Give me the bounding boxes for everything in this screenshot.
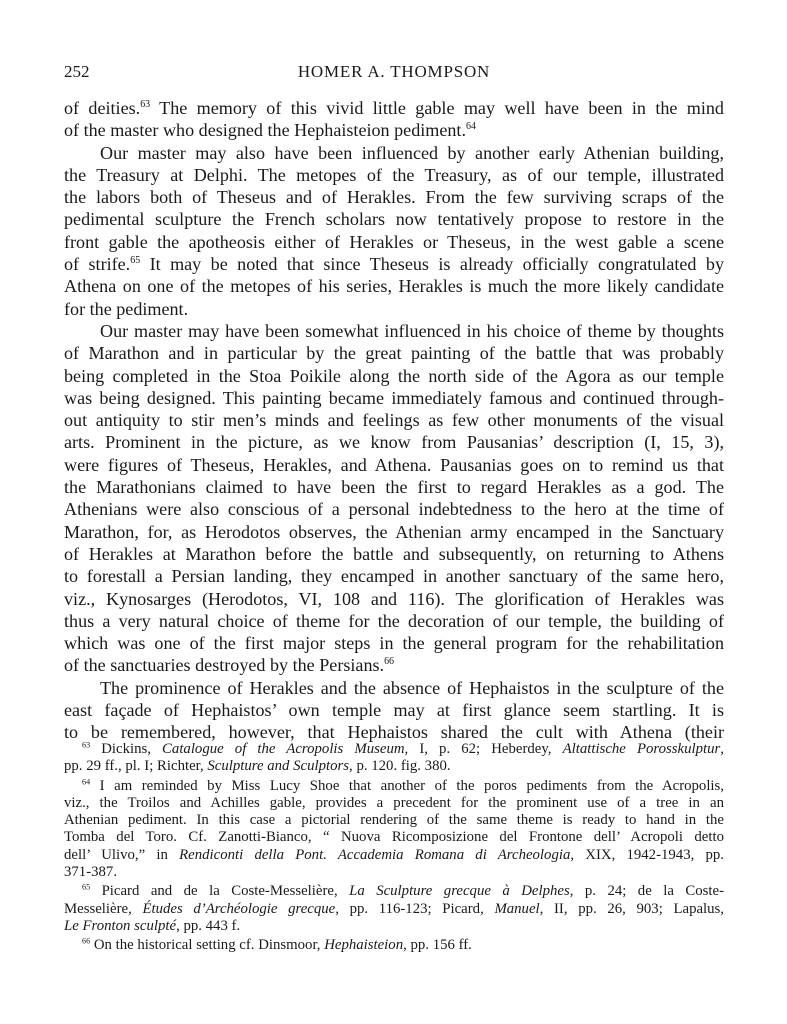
text-line: the Treasury at Delphi. The metopes of the Treasury, as of our temple, illustrated <box>64 164 724 185</box>
text-line: viz., Kynosarges (Herodotos, VI, 108 and 116). The glorification of Herakles was <box>64 588 724 609</box>
text-line: the Marathonians claimed to have been the first to regard Herakles as a god. The <box>64 477 724 498</box>
text-line: of the master who designed the Hephaisteion pediment.$^{64}$ <box>64 120 476 141</box>
footnote-number: 65 <box>82 882 91 892</box>
text-line: east façade of Hephaistos’ own temple may at first glance seem startling. It is <box>64 700 724 721</box>
text-line: The prominence of Herakles and the absence of Hephaistos in the sculpture of the <box>100 677 724 698</box>
footnotes <box>64 741 724 957</box>
footnote-line: $^{64}$ I am reminded by Miss Lucy Shoe that another of the poros pediments from the Acropolis, <box>82 776 724 794</box>
text-line: of Herakles at Marathon before the battle and subsequently, on returning to Athens <box>64 543 724 564</box>
text-line: of deities.$^{63}$ The memory of this vivid little gable may well have been in the mind <box>64 98 724 118</box>
footnote-65 <box>64 883 724 935</box>
footnote-line: pp. 29 ff., pl. I; Richter, Sculpture and Sculptors, p. 120. fig. 380. <box>64 758 451 775</box>
footnote-line: $^{65}$ Picard and de la Coste-Messelière, La Sculpture grecque à Delphes, p. 24; de la Coste- <box>82 882 725 900</box>
text-line: of strife.$^{65}$ It may be noted that since Theseus is already officially congratulated by <box>64 254 725 275</box>
text-line: front gable the apotheosis either of Herakles or Theseus, in the west gable a scene <box>64 231 724 252</box>
text-line: the labors both of Theseus and of Herakles. From the few surviving scraps of the <box>64 187 724 208</box>
footnote-number: 64 <box>82 776 91 786</box>
text-line: of Marathon and in particular by the great painting of the battle that was probably <box>64 343 724 364</box>
footnote-ref-64: 64 <box>465 121 476 133</box>
text-line: which was one of the first major steps in the general program for the rehabilitation <box>64 633 724 654</box>
text-line: Our master may also have been influenced by another early Athenian building, <box>100 142 724 163</box>
text-line: Athena on one of the metopes of his series, Herakles is much the more likely candidate <box>64 276 724 297</box>
text-line: being completed in the Stoa Poikile along the north side of the Agora as our temple <box>64 365 724 386</box>
footnote-line: viz., the Troilos and Achilles gable, provides a precedent for the prominent use of a tree in an <box>64 794 724 811</box>
text-line: Our master may have been somewhat influenced in his choice of theme by thoughts <box>100 320 724 341</box>
page-number: 252 <box>64 62 90 81</box>
running-head-author: HOMER A. THOMPSON <box>297 62 491 81</box>
footnote-66 <box>64 937 724 954</box>
footnote-line: $^{66}$ On the historical setting cf. Dinsmoor, Hephaisteion, pp. 156 ff. <box>82 936 472 954</box>
text-line: out antiquity to stir men’s minds and feelings as few other monuments of the visual <box>64 410 724 431</box>
footnote-line: Messelière, Études d’Archéologie grecque, pp. 116-123; Picard, Manuel, II, pp. 26, 903; Lapalus, <box>64 900 724 917</box>
text-line: to forestall a Persian landing, they encamped in another sanctuary of the same hero, <box>64 566 724 587</box>
text-line: Marathon, for, as Herodotos observes, the Athenian army encamped in the Sanctuary <box>64 521 724 542</box>
footnote-ref-66: 66 <box>384 656 395 668</box>
text-line: pedimental sculpture the French scholars now tentatively propose to restore in the <box>64 209 724 230</box>
footnote-number: 66 <box>82 936 91 946</box>
text-line: was being designed. This painting became immediately famous and continued through- <box>64 387 724 408</box>
text-line: for the pediment. <box>64 298 189 319</box>
footnote-line: dell’ Ulivo,” in Rendiconti della Pont. Accademia Romana di Archeologia, XIX, 1942-1943, pp. <box>64 846 724 863</box>
footnote-63 <box>64 741 724 776</box>
text-line: thus a very natural choice of theme for the decoration of our temple, the building of <box>64 610 724 631</box>
text-line: of the sanctuaries destroyed by the Persians.$^{66}$ <box>64 655 395 676</box>
footnote-number: 63 <box>82 740 91 750</box>
footnote-line: Tomba del Toro. Cf. Zanotti-Bianco, “ Nuova Ricomposizione del Frontone dell’ Acropoli detto <box>64 829 724 846</box>
footnote-line: Le Fronton sculpté, pp. 443 f. <box>64 917 241 934</box>
footnote-64 <box>64 778 724 882</box>
text-line: were figures of Theseus, Herakles, and Athena. Pausanias goes on to remind us that <box>64 454 724 475</box>
footnote-line: 371-387. <box>64 864 118 881</box>
text-line: Athenians were also conscious of a personal indebtedness to the hero at the time of <box>64 499 724 520</box>
main-text <box>64 97 724 744</box>
text-line: arts. Prominent in the picture, as we know from Pausanias’ description (I, 15, 3), <box>64 432 724 453</box>
footnote-ref-63: 63 <box>140 99 151 111</box>
running-header <box>64 62 724 86</box>
footnote-ref-65: 65 <box>130 255 141 267</box>
text-line: to be remembered, however, that Hephaistos shared the cult with Athena (their <box>64 722 724 743</box>
footnote-line: Athenian pediment. In this case a pictorial rendering of the same theme is ready to hand in the <box>64 812 724 829</box>
footnote-line: $^{63}$ Dickins, Catalogue of the Acropolis Museum, I, p. 62; Heberdey, Altattische Porosskulptur, <box>82 740 724 757</box>
